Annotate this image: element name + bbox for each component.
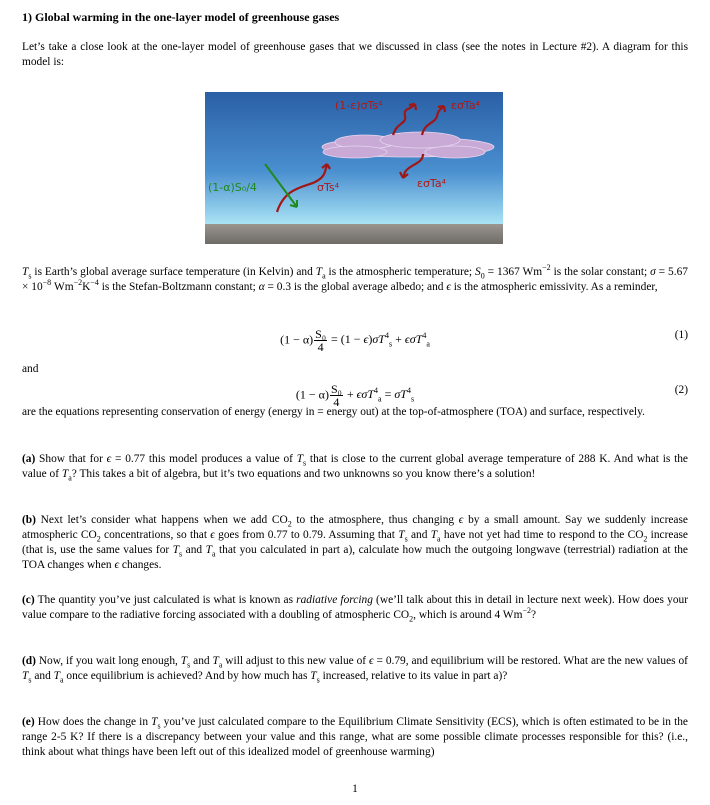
text-segment: 2	[287, 519, 292, 529]
text-segment: The quantity you’ve just calculated is what is known as	[34, 594, 297, 606]
text-segment: T	[151, 716, 158, 728]
eq1-numerator: S₀	[315, 327, 327, 341]
text-segment: (b)	[22, 514, 36, 526]
text-segment: = 0.79, and equilibrium will be restored. What are the new values of	[373, 655, 688, 667]
text-segment: T	[310, 670, 317, 682]
text-segment: a	[59, 675, 64, 685]
text-segment: increased, relative to its value in part a)?	[319, 670, 508, 682]
text-segment: 2	[96, 534, 101, 544]
text-segment: T	[180, 655, 188, 667]
question-a	[22, 452, 688, 482]
definitions-paragraph	[22, 265, 688, 295]
ground	[205, 224, 503, 244]
text-segment: a	[426, 339, 430, 349]
text-segment: σT	[394, 387, 407, 402]
text-segment: ϵ	[446, 281, 451, 293]
label-solar-input: (1-α)S₀/4	[208, 181, 257, 194]
text-segment: −8	[42, 278, 52, 288]
text-segment: s	[187, 660, 191, 670]
text-segment: 4	[406, 386, 411, 396]
text-segment: (d)	[22, 655, 36, 667]
text-segment: −4	[90, 278, 99, 288]
section-title: 1) Global warming in the one-layer model of greenhouse gases	[22, 10, 340, 24]
text-segment: α	[258, 281, 265, 293]
eq1-fraction	[314, 328, 327, 353]
and-text: and	[22, 363, 39, 375]
text-segment: K	[82, 281, 91, 293]
text-segment: (c)	[22, 594, 35, 606]
text-segment: = 1367 Wm	[484, 266, 543, 278]
question-e	[22, 715, 688, 760]
text-segment: a	[378, 394, 382, 404]
text-segment: ϵσT	[404, 332, 423, 347]
text-segment: (a)	[22, 453, 36, 465]
text-segment: T	[430, 529, 438, 541]
text-segment: you’ve just calculated compare to the Equilibrium Climate Sensitivity (ECS), which is often estimated to be in the range 2-5 K? If there is a discrepancy between your value and this range, what are some possible climate processes responsible for this? (i.e., think about what things have been left out of this idealized model of greenhouse warming)	[22, 716, 688, 758]
text-segment: 4	[422, 331, 427, 341]
eq2-number: (2)	[674, 384, 688, 396]
text-segment: How does the change in	[34, 716, 152, 728]
text-segment: ? This takes a bit of algebra, but it’s two equations and two unknowns so you know there’s a solution!	[71, 468, 536, 480]
text-segment: are the equations representing conservation of energy (energy in = energy out) at the top-of-atmosphere (TOA) and surface, respectively.	[22, 406, 645, 418]
text-segment: ϵσT	[356, 387, 375, 402]
text-segment: a	[211, 549, 216, 559]
text-segment: −2	[522, 606, 531, 616]
text-segment: ϵ	[369, 655, 374, 667]
text-segment: 2	[643, 534, 648, 544]
text-segment: T	[315, 266, 323, 278]
text-segment: and	[182, 544, 206, 556]
text-segment: T	[205, 544, 212, 556]
text-segment: s	[28, 271, 32, 281]
text-segment: T	[61, 468, 69, 480]
eq2-denominator: 4	[333, 395, 340, 409]
text-segment: ?	[530, 609, 537, 621]
label-atmos-downward-emission: εσTa⁴	[417, 177, 446, 190]
text-segment: (we’ll talk about this in detail in lecture next week). How does your value compare to the radiative forcing associated with a doubling of atmospheric CO	[22, 594, 688, 621]
text-segment: Next let’s consider what happens when we add CO	[35, 514, 288, 526]
text-segment: a	[322, 271, 326, 281]
eq1-prefix: (1 − α)	[280, 332, 314, 347]
text-segment: and	[190, 655, 213, 667]
text-segment: a	[218, 660, 223, 670]
equation-1	[22, 322, 688, 352]
text-segment: is the atmospheric temperature;	[325, 266, 476, 278]
eq2-rhs	[343, 386, 415, 404]
text-segment: and	[31, 670, 54, 682]
eq1-number: (1)	[674, 329, 688, 341]
text-segment: s	[303, 458, 307, 468]
text-segment: +	[343, 387, 357, 402]
text-segment: s	[28, 675, 32, 685]
text-segment: that is close to the current global average temperature of 288 K. And what is the value of	[22, 453, 688, 480]
text-segment: , which is around 4 Wm	[413, 609, 523, 621]
text-segment: T	[398, 529, 405, 541]
equations-explanation	[22, 405, 688, 420]
text-segment: goes from 0.77 to 0.79. Assuming that	[214, 529, 399, 541]
text-segment: )	[368, 332, 373, 347]
label-surface-emission: σTs⁴	[317, 181, 340, 194]
intro-paragraph	[22, 40, 688, 70]
question-d	[22, 654, 688, 684]
text-segment: s	[316, 675, 320, 685]
text-segment: 4	[374, 386, 379, 396]
text-segment: a	[437, 534, 441, 544]
text-segment: that you calculated in part a), calculate how much the outgoing longwave (terrestrial) radiation at the TOA changes when	[22, 544, 688, 571]
text-segment: ϵ	[106, 453, 112, 465]
eq2-numerator: S₀	[330, 382, 342, 396]
text-segment: to the atmosphere, thus changing	[291, 514, 459, 526]
text-segment: s	[179, 549, 183, 559]
text-segment: = 5.67 × 10	[22, 266, 688, 293]
text-segment: ϵ	[458, 514, 464, 526]
text-segment: T	[172, 544, 180, 556]
text-segment: is the atmospheric emissivity. As a reminder,	[450, 281, 658, 293]
text-segment: 0	[480, 271, 485, 281]
eq1-denominator: 4	[317, 340, 324, 354]
text-segment: s	[388, 339, 393, 349]
text-segment: T	[53, 670, 60, 682]
text-segment: will adjust to this new value of	[222, 655, 369, 667]
text-segment: changes.	[119, 559, 162, 571]
question-b	[22, 513, 688, 573]
text-segment: and	[407, 529, 431, 541]
text-segment: Let’s take a close look at the one-layer model of greenhouse gases that we discussed in class (see the notes in Lecture #2). A diagram for this model is:	[22, 41, 688, 68]
text-segment: is the Stefan-Boltzmann constant;	[98, 281, 259, 293]
text-segment: a	[68, 473, 72, 483]
text-segment: S	[475, 266, 481, 278]
text-segment: T	[22, 266, 29, 278]
text-segment: = 0.3 is the global average albedo; and	[264, 281, 447, 293]
text-segment: T	[22, 670, 29, 682]
text-segment: 4	[384, 331, 389, 341]
text-segment: = (1 −	[328, 332, 364, 347]
text-segment: =	[381, 387, 395, 402]
text-segment: ϵ	[363, 332, 369, 347]
text-segment: is Earth’s global average surface temperature (in Kelvin) and	[31, 266, 316, 278]
text-segment: ϵ	[114, 559, 120, 571]
greenhouse-model-diagram	[205, 92, 503, 244]
text-segment: concentrations, so that	[100, 529, 211, 541]
text-segment: 2	[409, 614, 414, 624]
text-segment: radiative forcing	[296, 594, 373, 606]
diagram-graphic	[205, 92, 503, 244]
text-segment: Show that for	[35, 453, 107, 465]
text-segment: Now, if you wait long enough,	[35, 655, 181, 667]
text-segment: Wm	[51, 281, 74, 293]
label-toa-surface-emission: (1-ε)σTs⁴	[335, 99, 383, 112]
question-c	[22, 593, 688, 623]
text-segment: by a small amount. Say we suddenly increase atmospheric CO	[22, 514, 688, 541]
eq2-prefix: (1 − α)	[295, 387, 329, 402]
text-segment: = 0.77 this model produces a value of	[111, 453, 297, 465]
text-segment: ϵ	[210, 529, 215, 541]
text-segment: +	[392, 332, 405, 347]
text-segment: T	[296, 453, 304, 465]
equation-2	[22, 377, 688, 407]
text-segment: s	[404, 534, 408, 544]
eq1-rhs	[328, 331, 430, 349]
text-segment: have not yet had time to respond to the CO	[440, 529, 644, 541]
text-segment: s	[410, 394, 415, 404]
label-toa-atmos-emission: εσTa⁴	[451, 99, 480, 112]
text-segment: increase (that is, use the same values for	[22, 529, 688, 556]
text-segment: s	[157, 721, 161, 731]
page-number: 1	[352, 783, 358, 795]
text-segment: σT	[372, 332, 385, 347]
text-segment: −2	[73, 278, 83, 288]
text-segment: once equilibrium is achieved? And by how much has	[63, 670, 311, 682]
text-segment: −2	[542, 263, 551, 273]
text-segment: σ	[650, 266, 656, 278]
text-segment: (e)	[22, 716, 35, 728]
text-segment: T	[212, 655, 219, 667]
text-segment: is the solar constant;	[550, 266, 651, 278]
